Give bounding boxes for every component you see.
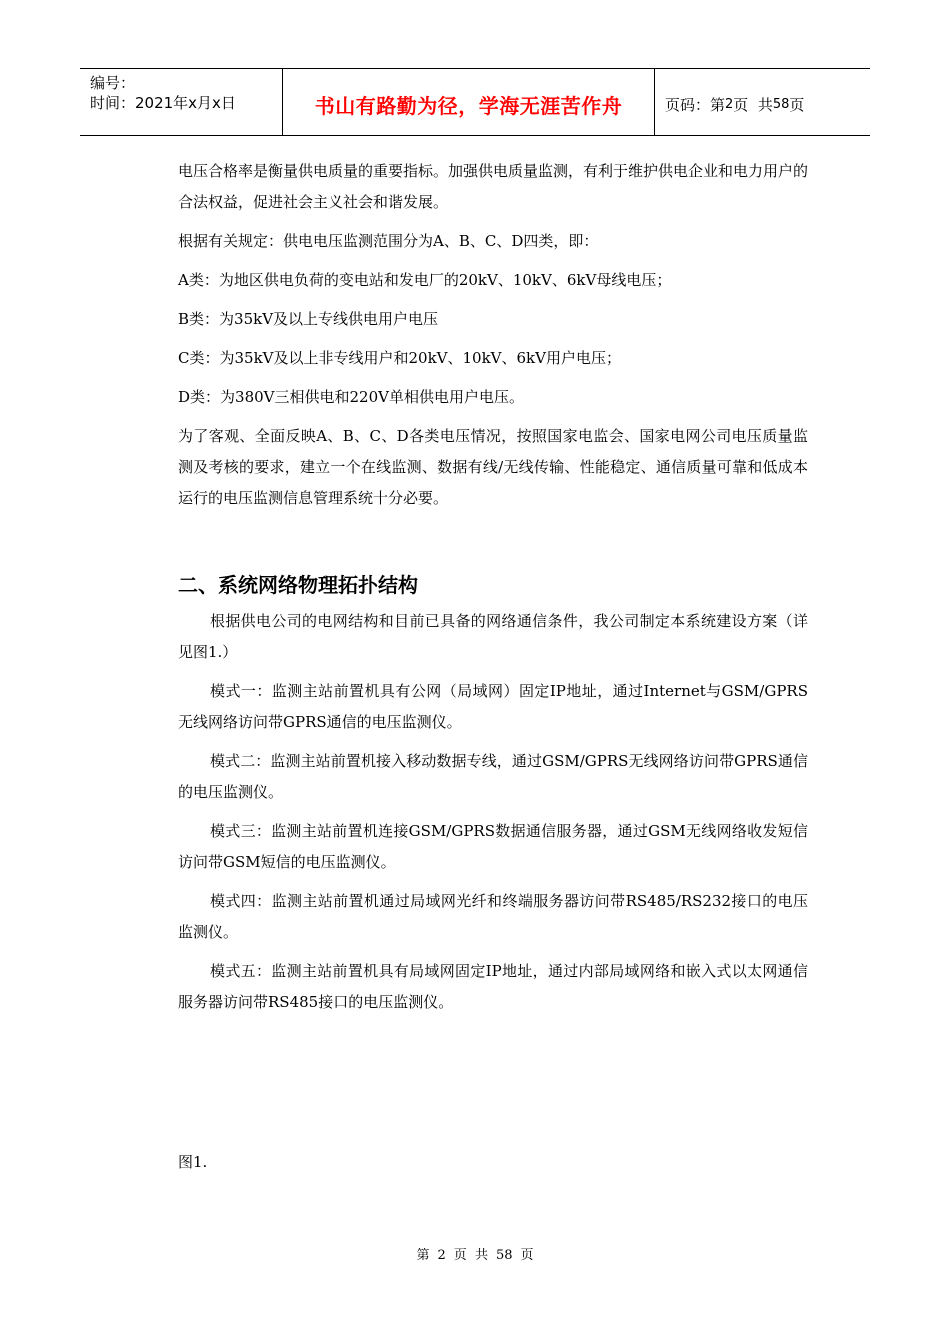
footer-prefix: 第 — [416, 1248, 430, 1263]
paragraph-mode-3: 模式三：监测主站前置机连接GSM/GPRS数据通信服务器，通过GSM无线网络收发短信访问带GSM短信的电压监测仪。 — [178, 822, 808, 871]
page-prefix: 页码：第 — [665, 95, 726, 114]
paragraph-intro: 电压合格率是衡量供电质量的重要指标。加强供电质量监测，有利于维护供电企业和电力用户的合法权益，促进社会主义社会和谐发展。 — [178, 162, 809, 211]
footer-current: 2 — [437, 1248, 446, 1263]
paragraph-mode-5: 模式五：监测主站前置机具有局域网固定IP地址，通过内部局域网络和嵌入式以太网通信服务器访问带RS485接口的电压监测仪。 — [178, 962, 808, 1011]
footer-total: 58 — [496, 1248, 513, 1263]
page-footer — [0, 1244, 950, 1263]
paragraph-plan: 根据供电公司的电网结构和目前已具备的网络通信条件，我公司制定本系统建设方案（详见图1.） — [178, 612, 808, 661]
paragraph-mode-2: 模式二：监测主站前置机接入移动数据专线，通过GSM/GPRS无线网络访问带GPRS通信的电压监测仪。 — [178, 752, 808, 801]
page-mid: 页 共 — [733, 95, 773, 114]
header-table — [80, 68, 870, 136]
paragraph-class-b: B类：为35kV及以上专线供电用户电压 — [178, 310, 439, 328]
footer-suffix: 页 — [520, 1248, 534, 1263]
section-heading: 二、系统网络物理拓扑结构 — [178, 573, 418, 597]
document-body — [178, 156, 808, 1026]
paragraph-class-c: C类：为35kV及以上非专线用户和20kV、10kV、6kV用户电压； — [178, 349, 621, 367]
paragraph-mode-1: 模式一：监测主站前置机具有公网（局域网）固定IP地址，通过Internet与GSM/GPRS无线网络访问带GPRS通信的电压监测仪。 — [178, 682, 808, 731]
time-label: 时间：2021年x月x日 — [90, 94, 236, 112]
page-current: 2 — [725, 96, 734, 112]
serial-label: 编号： — [90, 74, 136, 92]
page-suffix: 页 — [789, 95, 805, 114]
paragraph-necessity: 为了客观、全面反映A、B、C、D各类电压情况，按照国家电监会、国家电网公司电压质量监测及考核的要求，建立一个在线监测、数据有线/无线传输、性能稳定、通信质量可靠和低成本运行的电压监测信息管理系统十分必要。 — [178, 427, 808, 507]
paragraph-scope: 根据有关规定：供电电压监测范围分为A、B、C、D四类，即： — [178, 232, 599, 250]
header-motto: 书山有路勤为径，学海无涯苦作舟 — [282, 69, 655, 135]
footer-mid: 页 共 — [453, 1248, 488, 1263]
paragraph-class-d: D类：为380V三相供电和220V单相供电用户电压。 — [178, 388, 524, 406]
paragraph-mode-4: 模式四：监测主站前置机通过局域网光纤和终端服务器访问带RS485/RS232接口的电压监测仪。 — [178, 892, 808, 941]
paragraph-class-a: A类：为地区供电负荷的变电站和发电厂的20kV、10kV、6kV母线电压； — [178, 271, 672, 289]
page-total: 58 — [772, 96, 790, 112]
header-page-info — [655, 69, 870, 135]
header-meta — [80, 69, 282, 135]
figure-caption: 图1. — [178, 1153, 208, 1171]
